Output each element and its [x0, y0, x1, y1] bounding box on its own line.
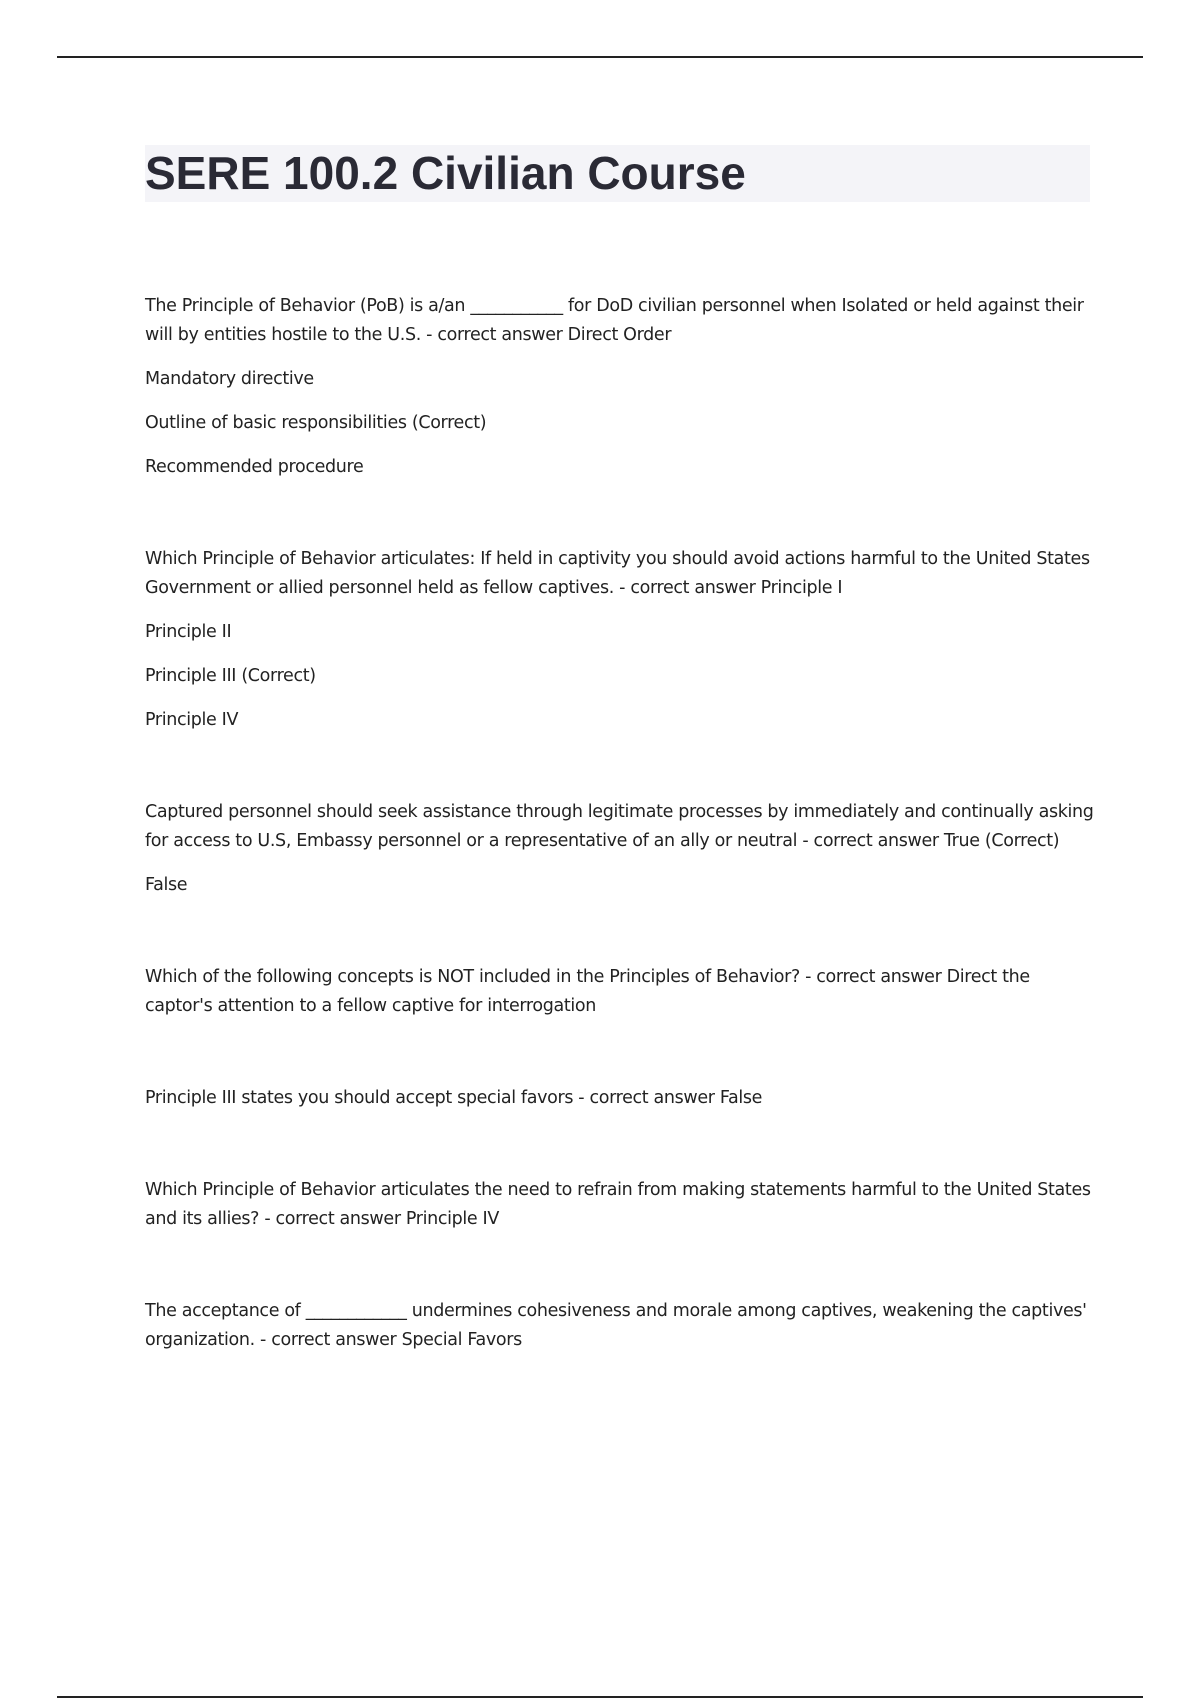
qa-item [145, 1176, 1095, 1234]
qa-item [145, 545, 1095, 735]
bottom-rule [57, 1696, 1143, 1698]
question-text: Captured personnel should seek assistance through legitimate processes by immediately and continually asking for access to U.S, Embassy personnel or a representative of an ally or neutral - correct answer True (Correct) [145, 802, 1094, 851]
answer-option: Recommended procedure [145, 457, 364, 477]
question-text: Which Principle of Behavior articulates: If held in captivity you should avoid actions harmful to the United States Government or allied personnel held as fellow captives. - correct answer Principle I [145, 549, 1090, 598]
answer-option: Outline of basic responsibilities (Correct) [145, 413, 487, 433]
answer-option: Principle III (Correct) [145, 666, 316, 686]
question-text: The Principle of Behavior (PoB) is a/an ___________ for DoD civilian personnel when Isolated or held against their will by entities hostile to the U.S. - correct answer Direct Order [145, 296, 1084, 345]
question-text: Principle III states you should accept special favors - correct answer False [145, 1088, 763, 1108]
question-text: Which Principle of Behavior articulates the need to refrain from making statements harmful to the United States and its allies? - correct answer Principle IV [145, 1180, 1091, 1229]
qa-list [145, 292, 1095, 1355]
answer-option: False [145, 875, 188, 895]
question-text: Which of the following concepts is NOT included in the Principles of Behavior? - correct answer Direct the captor's attention to a fellow captive for interrogation [145, 967, 1030, 1016]
qa-item [145, 292, 1095, 482]
qa-item [145, 1297, 1095, 1355]
qa-item [145, 1084, 1095, 1113]
qa-item [145, 798, 1095, 900]
page-title: SERE 100.2 Civilian Course [145, 147, 746, 199]
question-text: The acceptance of ____________ undermines cohesiveness and morale among captives, weakening the captives' organization. - correct answer Special Favors [145, 1301, 1087, 1350]
answer-option: Mandatory directive [145, 369, 314, 389]
answer-option: Principle II [145, 622, 232, 642]
top-rule [57, 56, 1143, 58]
qa-item [145, 963, 1095, 1021]
answer-option: Principle IV [145, 710, 239, 730]
